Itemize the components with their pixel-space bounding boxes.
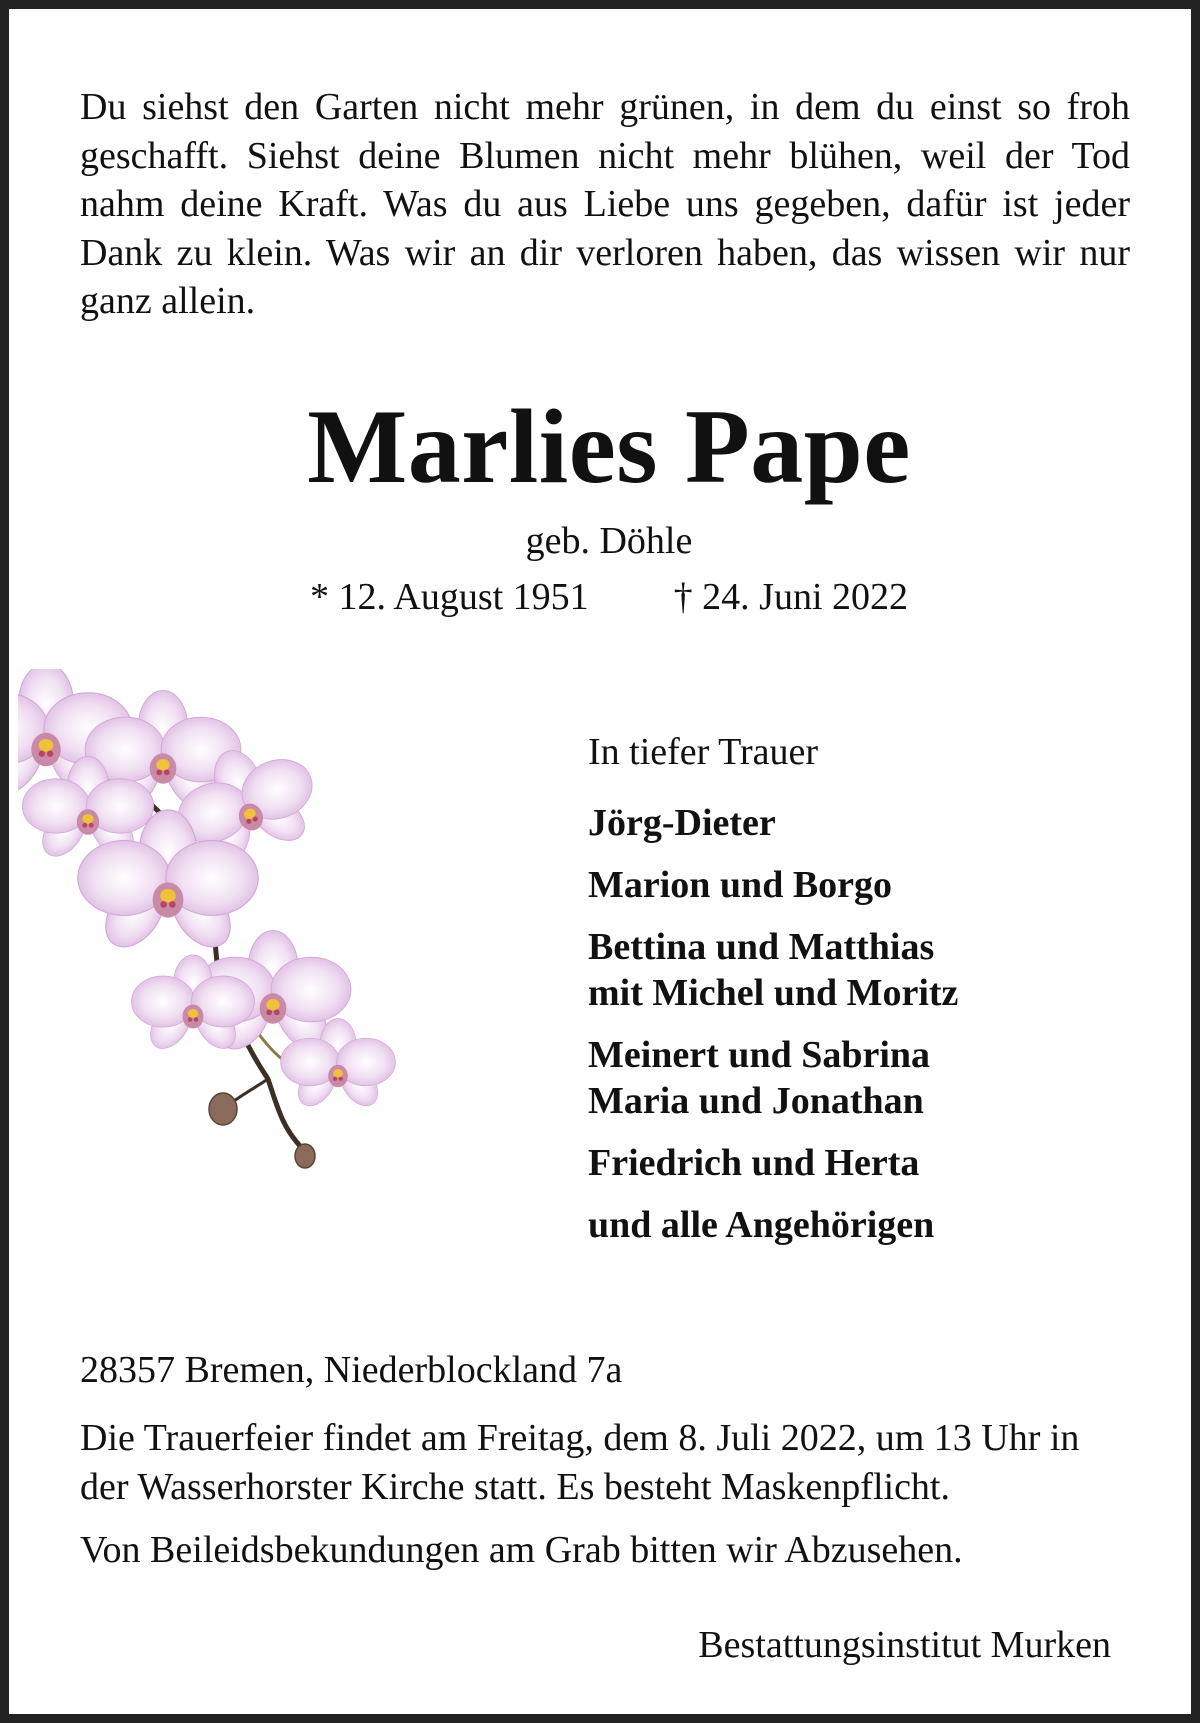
mourner-line — [588, 924, 1148, 1016]
mourner-name: Meinert und Sabrina — [588, 1034, 931, 1076]
mourner-line — [588, 862, 1148, 908]
life-dates — [9, 574, 1200, 620]
mourner-name: Marion und Borgo — [588, 864, 893, 906]
condolence-note: Von Beileidsbekundungen am Grab bitten wir Abzusehen. — [80, 1529, 963, 1571]
mourner-name: Bettina und Matthias — [588, 926, 935, 968]
mourner-line — [588, 800, 1148, 846]
death-date: † 24. Juni 2022 — [673, 576, 909, 618]
funeral-ceremony-info: Die Trauerfeier findet am Freitag, dem 8. Juli 2022, um 13 Uhr in der Wasserhorster Kirche statt. Es besteht Maskenpflicht. — [80, 1417, 1080, 1508]
memorial-poem: Du siehst den Garten nicht mehr grünen, in dem du einst so froh geschafft. Siehst deine Blumen nicht mehr blühen, weil der Tod nahm deine Kraft. Was du aus Liebe uns gegeben, dafür ist jeder Dank zu klein. Was wir an dir verloren haben, das wissen wir nur ganz allein. — [80, 86, 1130, 322]
mourner-line — [588, 1202, 1148, 1248]
undertaker-name: Bestattungsinstitut Murken — [698, 1624, 1111, 1666]
mourner-line — [588, 1140, 1148, 1186]
mourner-name: Friedrich und Herta — [588, 1142, 920, 1184]
mourner-line — [588, 1032, 1148, 1124]
maiden-name: geb. Döhle — [525, 520, 693, 562]
mourner-name: Jörg-Dieter — [588, 802, 776, 844]
mourner-name: mit Michel und Moritz — [588, 972, 959, 1014]
deceased-name: Marlies Pape — [307, 388, 911, 505]
mourning-intro: In tiefer Trauer — [588, 731, 819, 773]
mourner-name: Maria und Jonathan — [588, 1080, 924, 1122]
mourner-name: und alle Angehörigen — [588, 1204, 935, 1246]
mourners-block — [588, 729, 1148, 1264]
family-address: 28357 Bremen, Niederblockland 7a — [80, 1349, 623, 1391]
birth-date: * 12. August 1951 — [309, 576, 589, 618]
orchid-illustration — [18, 669, 418, 1289]
